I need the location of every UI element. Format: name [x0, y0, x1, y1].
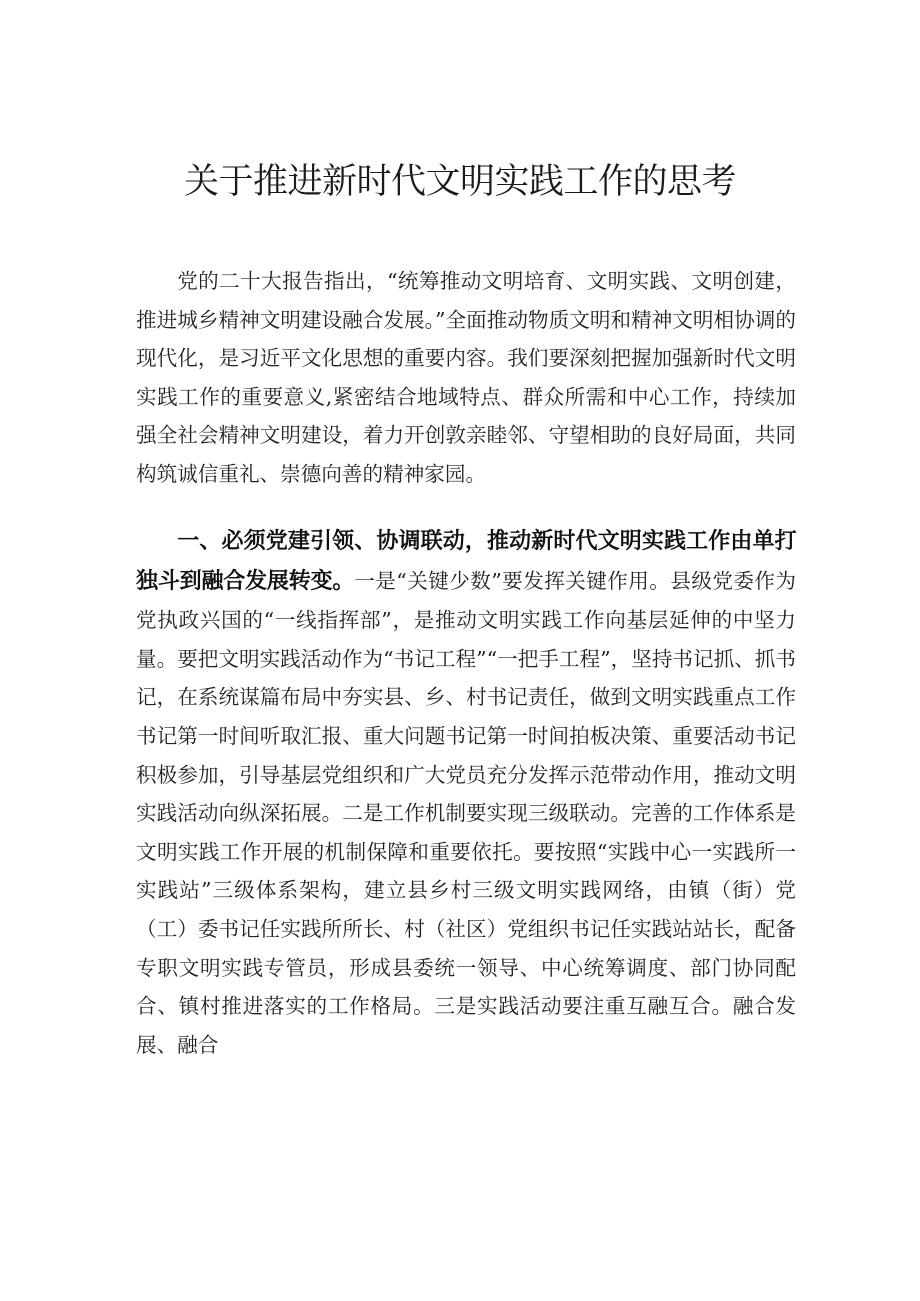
paragraph-intro	[136, 262, 796, 494]
section-one-text: 一是“关键少数”要发挥关键作用。县级党委作为党执政兴国的“一线指挥部”，是推动文明实践工作向基层延伸的中坚力量。要把文明实践活动作为“书记工程”“一把手工程”，坚持书记抓、抓书记，在系统谋篇布局中夯实县、乡、村书记责任，做到文明实践重点工作书记第一时间听取汇报、重大问题书记第一时间拍板决策、重要活动书记积极参加，引导基层党组织和广大党员充分发挥示范带动作用，推动文明实践活动向纵深拓展。二是工作机制要实现三级联动。完善的工作体系是文明实践工作开展的机制保障和重要依托。要按照“实践中心一实践所一实践站”三级体系架构，建立县乡村三级文明实践网络，由镇（街）党（工）委书记任实践所所长、村（社区）党组织书记任实践站站长，配备专职文明实践专管员，形成县委统一领导、中心统筹调度、部门协同配合、镇村推进落实的工作格局。三是实践活动要注重互融互合。融合发展、融合	[136, 568, 796, 1057]
paragraph-intro-text: 党的二十大报告指出，“统筹推动文明培育、文明实践、文明创建，推进城乡精神文明建设融合发展。”全面推动物质文明和精神文明相协调的现代化，是习近平文化思想的重要内容。我们要深刻把握加强新时代文明实践工作的重要意义,紧密结合地域特点、群众所需和中心工作，持续加强全社会精神文明建设，着力开创敦亲睦邻、守望相助的良好局面，共同构筑诚信重礼、崇德向善的精神家园。	[136, 269, 796, 486]
paragraph-section-one	[136, 522, 796, 1064]
section-one-heading: 一、必须党建引领、协调联动，推动新时代文明实践工作由单打独斗到融合发展转变。	[136, 529, 796, 594]
document-title: 关于推进新时代文明实践工作的思考	[183, 162, 736, 202]
